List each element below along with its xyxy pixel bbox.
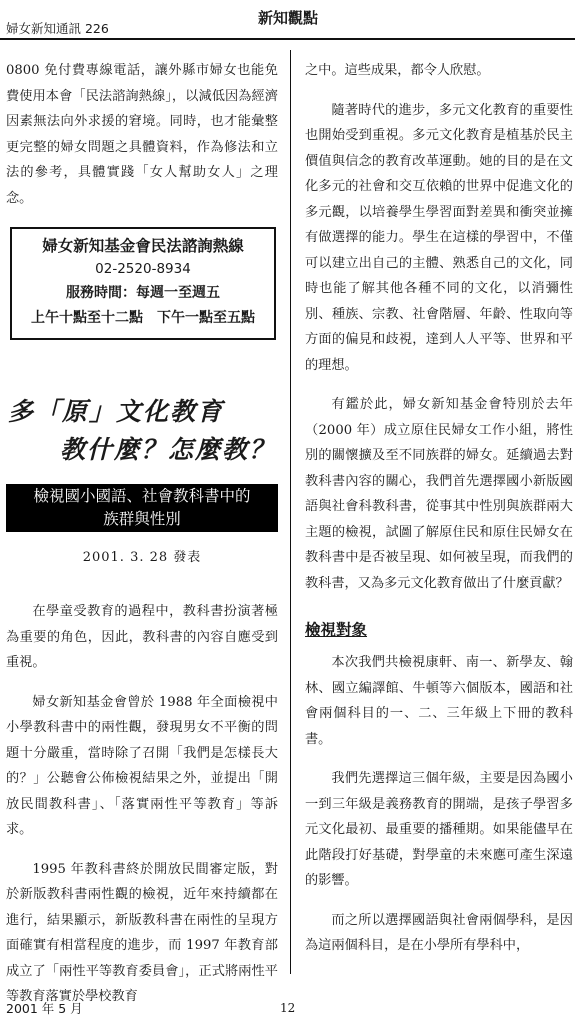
header-rule	[0, 38, 575, 40]
left-column	[6, 58, 278, 1010]
hotline-box	[10, 227, 276, 340]
left-paragraph-0: 0800 免付費專線電話，讓外縣市婦女也能免費使用本會「民法諮詢熱線」，以減低因為經濟因素無法向外求援的窘境。同時，也才能彙整更完整的婦女問題之具體資料，作為修法和立法的參考，具體實踐「女人幫助女人」之理念。	[6, 63, 278, 206]
left-paragraph-3: 1995 年教科書終於開放民間審定版，對於新版教科書兩性觀的檢視，近年來持續都在進行，結果顯示，新版教科書在兩性的呈現方面確實有相當程度的進步，而 1997 年教育部成立了「兩性平等教育委員會」，正式將兩性平等教育落實於學校教育	[6, 861, 278, 1004]
right-column	[305, 58, 573, 959]
left-paragraph-1: 在學童受教育的過程中，教科書扮演著極為重要的角色，因此，教科書的內容自應受到重視。	[6, 604, 278, 670]
right-paragraph-2: 有鑑於此，婦女新知基金會特別於去年（2000 年）成立原住民婦女工作小組，將性別的關懷擴及至不同族群的婦女。延續過去對教科書內容的關心，我們首先選擇國小新版國語與社會科教科書，從事其中性別與族群兩大主題的檢視，試圖了解原住民和原住民婦女在教科書中是否被呈現、如何被呈現，而我們的教科書，又為多元文化教育做出了什麼貢獻？	[305, 397, 573, 591]
right-paragraph-4: 我們先選擇這三個年級，主要是因為國小一到三年級是義務教育的開端，是孩子學習多元文化最初、最重要的播種期。如果能儘早在此階段打好基礎，對學童的未來應可產生深遠的影響。	[305, 771, 573, 888]
article-title-line2: 教什麼？怎麼教？	[59, 435, 276, 464]
newsletter-issue: 婦女新知通訊 226	[6, 21, 109, 36]
right-paragraph-3: 本次我們共檢視康軒、南一、新學友、翰林、國立編譯館、牛頓等六個版本，國語和社會兩個科目的一、二、三年級上下冊的教科書。	[305, 655, 573, 747]
footer-date: 2001 年 5 月	[6, 1001, 83, 1016]
article-subtitle-banner	[6, 484, 278, 532]
subtitle-line2: 族群與性別	[103, 510, 181, 528]
right-paragraph-1: 隨著時代的進步，多元文化教育的重要性也開始受到重視。多元文化教育是植基於民主價值與信念的教育改革運動。她的目的是在文化多元的社會和交互依賴的世界中促進文化的多元觀，以培養學生學習面對差異和衝突並擁有做選擇的能力。學生在這樣的學習中，不僅可以建立出自己的主體、熟悉自己的文化，同時也能了解其他各種不同的文化，以消彌性別、種族、宗教、社會階層、年齡、性取向等方面的偏見和歧視，達到人人平等、世界和平的理想。	[305, 102, 573, 373]
subtitle-line1: 檢視國小國語、社會教科書中的	[33, 487, 251, 505]
left-paragraph-2: 婦女新知基金會曾於 1988 年全面檢視中小學教科書中的兩性觀，發現男女不平衡的問題十分嚴重，當時除了召開「我們是怎樣長大的？」公聽會公佈檢視結果之外，並提出「開放民間教科書」、「落實兩性平等教育」等訴求。	[6, 694, 278, 837]
page-number: 12	[280, 1001, 296, 1015]
hotline-title: 婦女新知基金會民法諮詢熱線	[42, 237, 244, 255]
column-divider	[290, 50, 291, 974]
section-heading: 新知觀點	[258, 9, 319, 27]
right-paragraph-5: 而之所以選擇國語與社會兩個學科，是因為這兩個科目，是在小學所有學科中，	[305, 912, 573, 953]
hotline-phone: 02-2520-8934	[95, 261, 191, 277]
hotline-days: 服務時間：每週一至週五	[66, 285, 220, 301]
article-title-line1: 多「原」文化教育	[8, 397, 225, 426]
publish-date: 2001. 3. 28 發表	[82, 550, 202, 565]
right-paragraph-0: 之中。這些成果，都令人欣慰。	[305, 63, 490, 78]
section-title: 檢視對象	[305, 621, 368, 639]
hotline-hours: 上午十點至十二點 下午一點至五點	[31, 310, 255, 326]
